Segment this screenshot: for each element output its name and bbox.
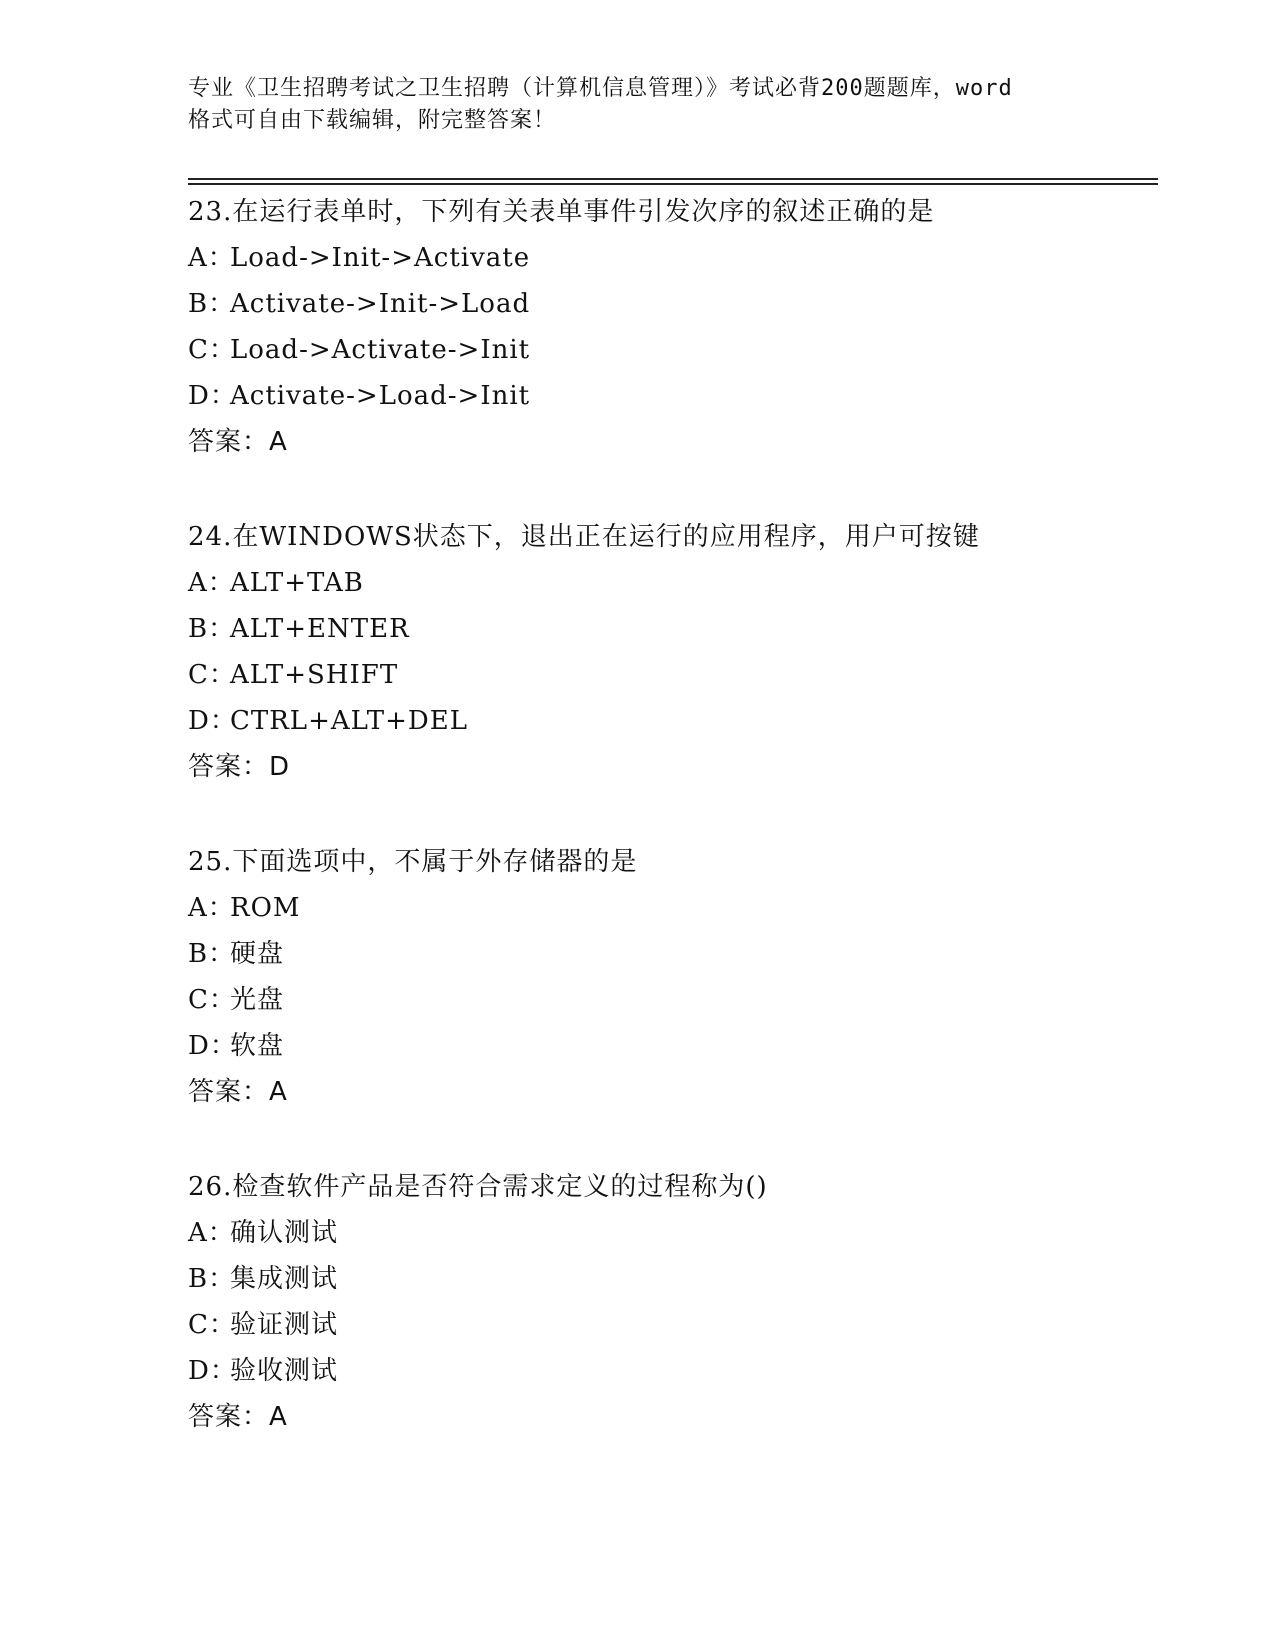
question-25 <box>188 839 1148 1115</box>
option-d <box>188 1023 1148 1069</box>
option-key: B： <box>188 614 236 644</box>
answer-line: 答案：D <box>188 752 291 782</box>
document-header <box>188 73 1088 137</box>
header-divider-bottom <box>188 183 1158 185</box>
option-key: D： <box>188 381 237 411</box>
option-key: C： <box>188 1310 236 1340</box>
option-key: A： <box>188 1218 235 1248</box>
option-b <box>188 281 1148 327</box>
option-text: CTRL+ALT+DEL <box>230 706 469 736</box>
header-divider-top <box>188 178 1158 180</box>
option-key: A： <box>188 243 235 273</box>
option-text: Load->Activate->Init <box>230 335 531 365</box>
option-key: D： <box>188 1031 237 1061</box>
header-line-1: 专业《卫生招聘考试之卫生招聘（计算机信息管理）》考试必背200题题库，word <box>188 76 1013 101</box>
option-d <box>188 373 1148 419</box>
question-stem: 23.在运行表单时，下列有关表单事件引发次序的叙述正确的是 <box>188 197 935 227</box>
option-text: Activate->Init->Load <box>230 289 531 319</box>
option-d <box>188 1348 1148 1394</box>
option-b <box>188 931 1148 977</box>
option-b <box>188 1256 1148 1302</box>
option-text: 验收测试 <box>230 1356 339 1386</box>
option-text: ALT+ENTER <box>230 614 410 644</box>
option-key: C： <box>188 985 236 1015</box>
option-c <box>188 1302 1148 1348</box>
option-text: 光盘 <box>230 985 285 1015</box>
option-text: Activate->Load->Init <box>230 381 531 411</box>
option-text: 确认测试 <box>230 1218 339 1248</box>
question-stem: 25.下面选项中，不属于外存储器的是 <box>188 847 638 877</box>
option-key: A： <box>188 568 235 598</box>
answer-line: 答案：A <box>188 427 288 457</box>
option-key: A： <box>188 893 235 923</box>
option-c <box>188 652 1148 698</box>
question-24 <box>188 514 1148 790</box>
option-text: 软盘 <box>230 1031 285 1061</box>
option-a <box>188 560 1148 606</box>
option-b <box>188 606 1148 652</box>
option-text: Load->Init->Activate <box>230 243 531 273</box>
option-key: C： <box>188 335 236 365</box>
option-text: 集成测试 <box>230 1264 339 1294</box>
question-stem: 26.检查软件产品是否符合需求定义的过程称为() <box>188 1172 768 1202</box>
option-text: 硬盘 <box>230 939 285 969</box>
option-key: C： <box>188 660 236 690</box>
option-c <box>188 327 1148 373</box>
option-a <box>188 235 1148 281</box>
question-26 <box>188 1164 1148 1440</box>
header-line-2: 格式可自由下载编辑，附完整答案！ <box>188 108 557 133</box>
option-key: B： <box>188 939 236 969</box>
answer-line: 答案：A <box>188 1402 288 1432</box>
option-a <box>188 1210 1148 1256</box>
question-list <box>188 189 1148 1489</box>
option-d <box>188 698 1148 744</box>
option-text: 验证测试 <box>230 1310 339 1340</box>
option-key: B： <box>188 1264 236 1294</box>
option-key: D： <box>188 1356 237 1386</box>
option-text: ROM <box>230 893 301 923</box>
option-text: ALT+SHIFT <box>230 660 399 690</box>
option-key: D： <box>188 706 237 736</box>
question-stem: 24.在WINDOWS状态下，退出正在运行的应用程序，用户可按键 <box>188 522 980 552</box>
question-23 <box>188 189 1148 465</box>
option-key: B： <box>188 289 236 319</box>
option-text: ALT+TAB <box>230 568 364 598</box>
option-c <box>188 977 1148 1023</box>
option-a <box>188 885 1148 931</box>
answer-line: 答案：A <box>188 1077 288 1107</box>
